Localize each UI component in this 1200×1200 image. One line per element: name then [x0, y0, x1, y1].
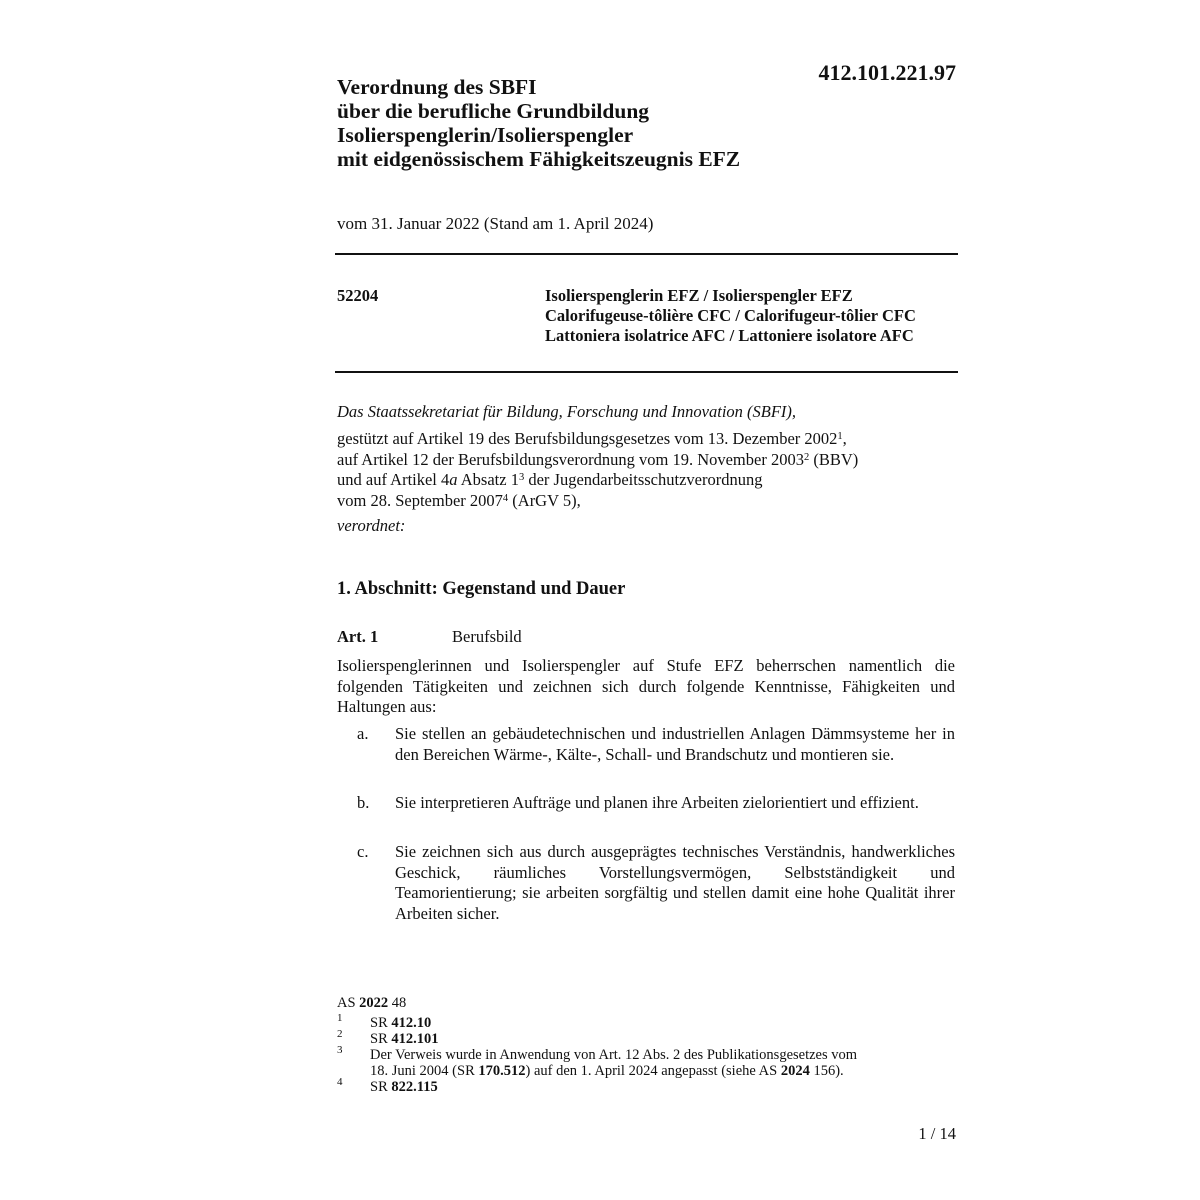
sr-link[interactable]: 822.115 [391, 1079, 438, 1095]
title-line: Verordnung des SBFI [337, 75, 537, 99]
document-title [337, 75, 817, 171]
as-reference: AS 2022 48 [337, 995, 407, 1011]
section-heading: 1. Abschnitt: Gegenstand und Dauer [337, 579, 626, 599]
footnote-number: 4 [337, 1076, 343, 1088]
sr-link[interactable]: 412.10 [391, 1015, 432, 1031]
designation-it: Lattoniera isolatrice AFC / Lattoniere isolatore AFC [545, 326, 914, 345]
list-text: Sie zeichnen sich aus durch ausgeprägtes technisches Verständnis, handwerkliches Geschick, räumliches Vorstellungsvermögen, Selbstständigkeit und Teamorientierung; sie arbeiten sorgfältig und stellen damit eine hohe Qualität ihrer Arbeiten sicher. [395, 842, 955, 923]
basis-line-2: auf Artikel 12 der Berufsbildungsverordnung vom 19. November 2003$^2$ (BBV) [337, 449, 859, 469]
footnote-number: 3 [337, 1044, 343, 1056]
preamble-basis [337, 429, 957, 511]
footnote-ref-3[interactable]: 3 [518, 472, 525, 483]
basis-line-1: gestützt auf Artikel 19 des Berufsbildungsgesetzes vom 13. Dezember 2002$^1$, [337, 429, 847, 448]
title-line: mit eidgenössischem Fähigkeitszeugnis EFZ [337, 147, 741, 171]
basis-line-3: und auf Artikel 4a Absatz $1^3$ der Jugendarbeitsschutzverordnung [337, 470, 763, 489]
page-number: 1 / 14 [918, 1124, 956, 1143]
preamble-verordnet: verordnet: [337, 516, 406, 535]
divider-bottom [335, 371, 958, 373]
footnote-number: 2 [337, 1028, 343, 1040]
designation-fr: Calorifugeuse-tôlière CFC / Calorifugeur-tôlier CFC [545, 306, 916, 325]
list-letter: c. [357, 842, 369, 861]
sr-link[interactable]: 170.512 [478, 1062, 526, 1079]
occupation-code: 52204 [337, 286, 379, 305]
title-line: Isolierspenglerin/Isolierspengler [337, 123, 634, 147]
list-letter: a. [357, 724, 369, 743]
sr-number: 412.101.221.97 [818, 60, 956, 85]
document-page: 412.101.221.97 Verordnung des SBFI über die berufliche Grundbildung Isolierspenglerin/Isolierspengler mit eidgenössischem Fähigkeitszeugnis EFZ vom 31. Januar 2022 (Stand am 1. April 2024) 52204 Isolierspenglerin EFZ / Isolierspengler EFZ Calorifugeuse-tôlière CFC / Calorifugeur-tôlier CFC Lattoniera isolatrice AFC / Lattoniere isolatore AFC Das Staatssekretariat für Bildung, Forschung und Innovation (SBFI), gestützt auf Artikel 19 des Berufsbildungsgesetzes vom 13. Dezember 2002$^1$, auf Artikel 12 der Berufsbildungsverordnung vom 19. November 2003$^2$ (BBV) und auf Artikel 4a Absatz $1^3$ der Jugendarbeitsschutzverordnung vom 28. September 2007$^4$ (ArGV 5), verordnet: 1. Abschnitt: Gegenstand und Dauer Art. 1 Berufsbild Isolierspenglerinnen und Isolierspengler auf Stufe EFZ beherrschen namentlich die folgenden Tätigkeiten und zeichnen sich durch folgende Kenntnisse, Fähigkeiten und Haltungen aus: a. Sie stellen an gebäudetechnischen und industriellen Anlagen Dämmsysteme her in den Bereichen Wärme-, Kälte-, Schall- und Brandschutz und montieren sie. b. Sie interpretieren Aufträge und planen ihre Arbeiten zielorientiert und effizient. c. Sie zeichnen sich aus durch ausgeprägtes technisches Verständnis, handwerkliches Geschick, räumliches Vorstellungsvermögen, Selbstständigkeit und Teamorientierung; sie arbeiten sorgfältig und stellen damit eine hohe Qualität ihrer Arbeiten sicher. AS 2022 48 1 SR 412.10 2 SR 412.101 3 Der Verweis wurde in Anwendung von Art. 12 Abs. 2 des Publikationsgesetzes vom 18. Juni 2004 (SR 170.512) auf den 1. April 2024 angepasst (siehe AS 2024 156). 4 SR 822.115 1 / 14 [337, 60, 956, 1143]
footnote-ref-1[interactable]: 1 [837, 431, 843, 442]
list-text: Sie interpretieren Aufträge und planen ihre Arbeiten zielorientiert und effizient. [395, 793, 919, 812]
preamble-authority: Das Staatssekretariat für Bildung, Forschung und Innovation (SBFI), [337, 402, 797, 421]
list-text: Sie stellen an gebäudetechnischen und industriellen Anlagen Dämmsysteme her in den Bereichen Wärme-, Kälte-, Schall- und Brandschutz und montieren sie. [395, 724, 955, 764]
list-letter: b. [357, 793, 370, 812]
date-line: vom 31. Januar 2022 (Stand am 1. April 2024) [337, 214, 654, 233]
article-intro: Isolierspenglerinnen und Isolierspengler auf Stufe EFZ beherrschen namentlich die folgenden Tätigkeiten und zeichnen sich durch folgende Kenntnisse, Fähigkeiten und Haltungen aus: [337, 656, 955, 716]
footnote-ref-2[interactable]: 2 [803, 451, 810, 463]
sr-link[interactable]: 412.101 [391, 1031, 439, 1047]
footnote-number: 1 [337, 1012, 343, 1024]
occupation-designations [545, 286, 957, 346]
divider-top [335, 253, 958, 255]
designation-de: Isolierspenglerin EFZ / Isolierspengler EFZ [545, 286, 853, 305]
basis-line-4: vom 28. September 2007$^4$ (ArGV 5), [337, 490, 581, 510]
footnote-ref-4[interactable]: 4 [502, 492, 509, 504]
title-line: über die berufliche Grundbildung [337, 99, 650, 123]
article-title: Berufsbild [452, 627, 522, 646]
article-label: Art. 1 [337, 627, 379, 646]
